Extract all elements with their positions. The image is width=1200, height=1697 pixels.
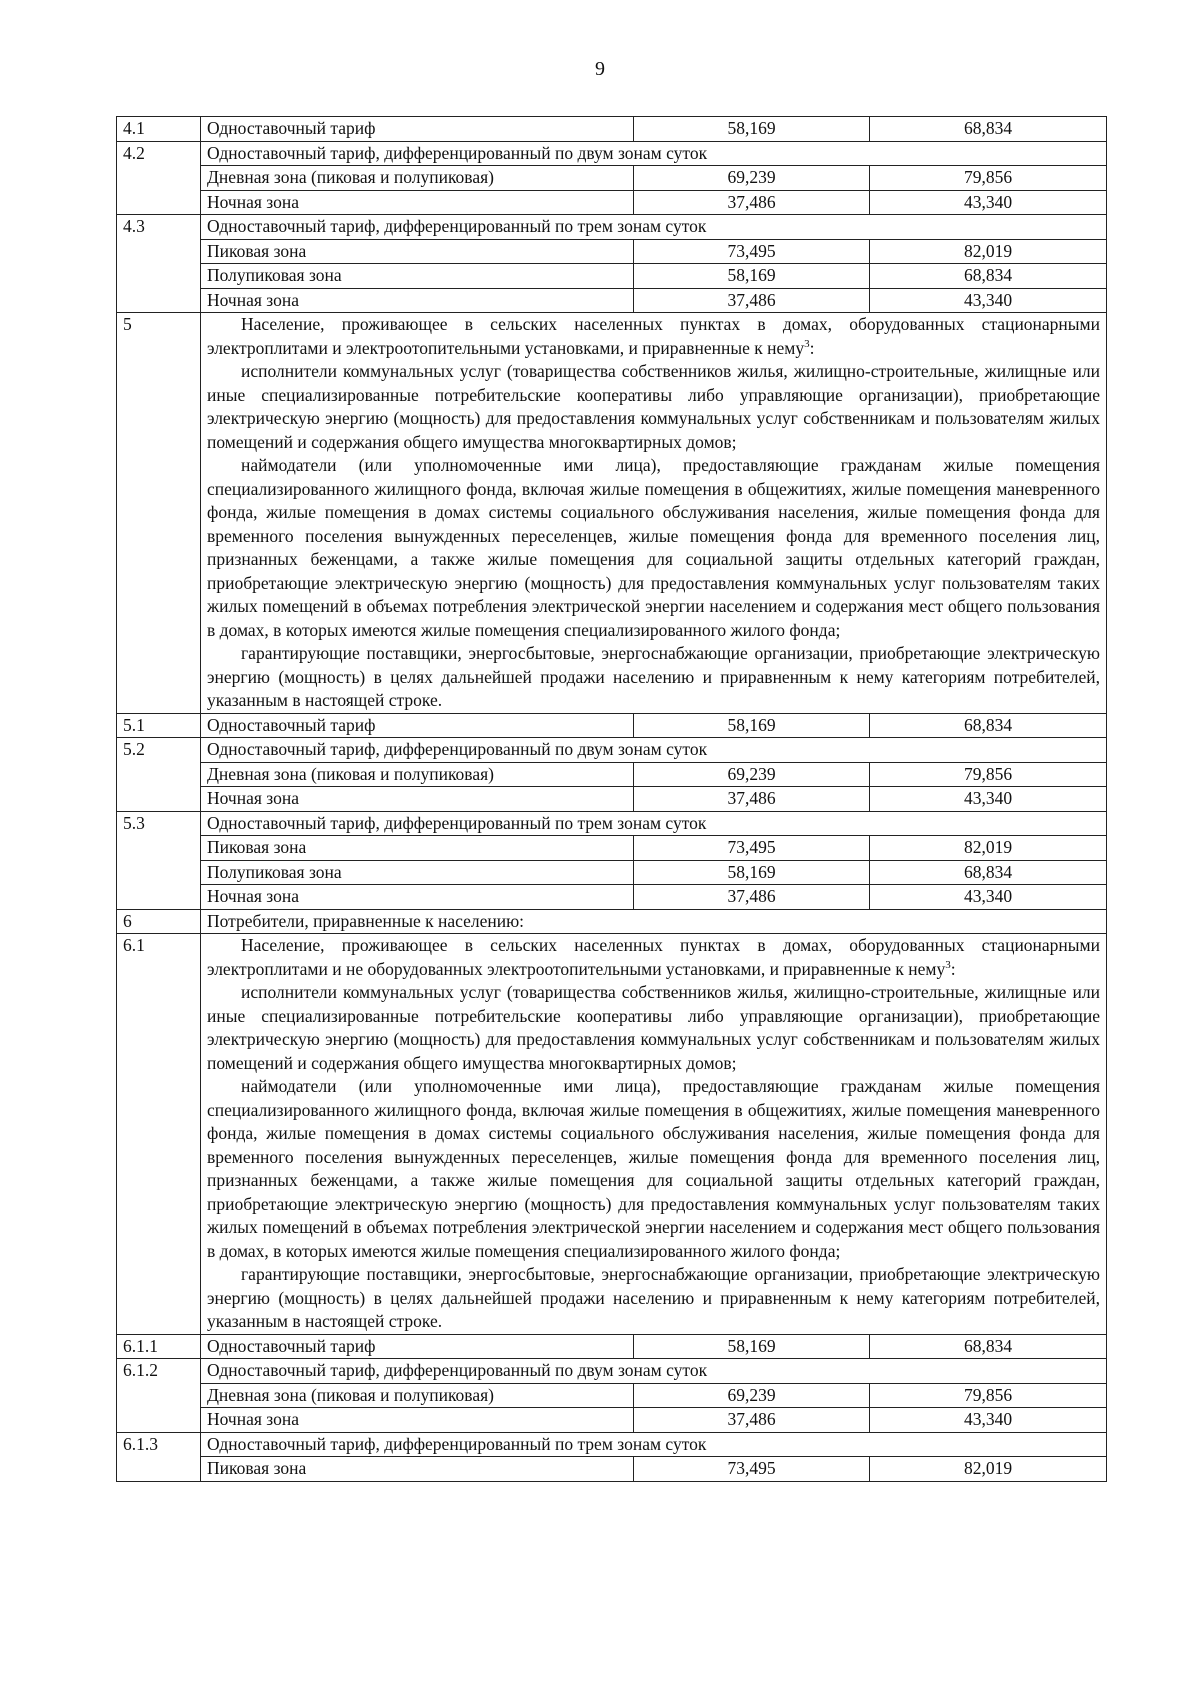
footnote-ref: 3 (804, 337, 810, 350)
value-col1: 37,486 (634, 885, 870, 910)
table-row (117, 762, 1107, 787)
table-row (117, 117, 1107, 142)
value-col1: 58,169 (634, 860, 870, 885)
value-col1: 73,495 (634, 836, 870, 861)
table-row (117, 313, 1107, 714)
footnote-ref: 3 (945, 958, 951, 971)
tariff-label: Дневная зона (пиковая и полупиковая) (201, 166, 634, 191)
value-col2: 68,834 (870, 860, 1107, 885)
row-number: 6.1.1 (117, 1334, 201, 1359)
tariff-label: Ночная зона (201, 885, 634, 910)
row-number: 4.1 (117, 117, 201, 142)
tariff-group-label: Одноставочный тариф, дифференцированный по трем зонам суток (201, 1432, 1107, 1457)
value-col1: 37,486 (634, 190, 870, 215)
row-number: 6.1.2 (117, 1359, 201, 1384)
table-row (117, 1383, 1107, 1408)
tariff-label: Дневная зона (пиковая и полупиковая) (201, 1383, 634, 1408)
tariff-label: Одноставочный тариф (201, 1334, 634, 1359)
paragraph: гарантирующие поставщики, энергосбытовые, энергоснабжающие организации, приобретающие электрическую энергию (мощность) в целях дальнейшей продажи населению и приравненным к нему категориям потребителей, указанным в настоящей строке. (207, 1264, 1100, 1331)
value-col1: 73,495 (634, 239, 870, 264)
row-number: 4.3 (117, 215, 201, 240)
category-intro: Население, проживающее в сельских населенных пунктах в домах, оборудованных стационарными электроплитами и не оборудованных электроотопительными установками, и приравненные к нему (207, 935, 1100, 979)
tariff-label: Дневная зона (пиковая и полупиковая) (201, 762, 634, 787)
table-row (117, 1359, 1107, 1384)
paragraph: гарантирующие поставщики, энергосбытовые, энергоснабжающие организации, приобретающие электрическую энергию (мощность) в целях дальнейшей продажи населению и приравненным к нему категориям потребителей, указанным в настоящей строке. (207, 643, 1100, 710)
tariff-label: Пиковая зона (201, 836, 634, 861)
category-heading: Потребители, приравненные к населению: (201, 909, 1107, 934)
value-col2: 79,856 (870, 762, 1107, 787)
table-row (117, 1408, 1107, 1433)
row-number: 6 (117, 909, 201, 934)
value-col1: 69,239 (634, 166, 870, 191)
value-col2: 79,856 (870, 1383, 1107, 1408)
row-number: 5.1 (117, 713, 201, 738)
table-row (117, 166, 1107, 191)
value-col2: 82,019 (870, 1457, 1107, 1482)
value-col2: 43,340 (870, 885, 1107, 910)
value-col2: 68,834 (870, 713, 1107, 738)
row-number: 6.1 (117, 934, 201, 1335)
tariff-group-label: Одноставочный тариф, дифференцированный по двум зонам суток (201, 141, 1107, 166)
value-col2: 68,834 (870, 264, 1107, 289)
tariff-label: Пиковая зона (201, 239, 634, 264)
table-row (117, 787, 1107, 812)
table-row (117, 738, 1107, 763)
paragraph: наймодатели (или уполномоченные ими лица), предоставляющие гражданам жилые помещения специализированного жилищного фонда, включая жилые помещения в общежитиях, жилые помещения маневренного фонда, жилые помещения в домах системы социального обслуживания населения, жилые помещения фонда для временного поселения вынужденных переселенцев, жилые помещения фонда для временного поселения лиц, признанных беженцами, а также жилые помещения для социальной защиты отдельных категорий граждан, приобретающие электрическую энергию (мощность) для предоставления коммунальных услуг пользователям таких жилых помещений в объемах потребления электрической энергии населением и содержания мест общего пользования в домах, в которых имеются жилые помещения специализированного жилого фонда; (207, 455, 1100, 640)
value-col2: 43,340 (870, 288, 1107, 313)
table-row (117, 713, 1107, 738)
table-row (117, 1334, 1107, 1359)
table-row (117, 934, 1107, 1335)
tariff-group-label: Одноставочный тариф, дифференцированный по двум зонам суток (201, 1359, 1107, 1384)
paragraph: исполнители коммунальных услуг (товарищества собственников жилья, жилищно-строительные, жилищные или иные специализированные потребительские кооперативы либо управляющие организации), приобретающие электрическую энергию (мощность) для предоставления коммунальных услуг собственникам и пользователям жилых помещений и содержания общего имущества многоквартирных домов; (207, 982, 1100, 1073)
row-number: 5.2 (117, 738, 201, 763)
table-row (117, 836, 1107, 861)
tariff-group-label: Одноставочный тариф, дифференцированный по трем зонам суток (201, 811, 1107, 836)
value-col2: 43,340 (870, 190, 1107, 215)
value-col1: 69,239 (634, 1383, 870, 1408)
category-description: Население, проживающее в сельских населенных пунктах в домах, оборудованных стационарными электроплитами и не оборудованных электроотопительными установками, и приравненные к нему$^3$: исполнители коммунальных услуг (товарищества собственников жилья, жилищно-строительные, жилищные или иные специализированные потребительские кооперативы либо управляющие организации), приобретающие электрическую энергию (мощность) для предоставления коммунальных услуг собственникам и пользователям жилых помещений и содержания общего имущества многоквартирных домов; наймодатели (или уполномоченные ими лица), предоставляющие гражданам жилые помещения специализированного жилищного фонда, включая жилые помещения в общежитиях, жилые помещения маневренного фонда, жилые помещения в домах системы социального обслуживания населения, жилые помещения фонда для временного поселения вынужденных переселенцев, жилые помещения фонда для временного поселения лиц, признанных беженцами, а также жилые помещения для социальной защиты отдельных категорий граждан, приобретающие электрическую энергию (мощность) для предоставления коммунальных услуг пользователям таких жилых помещений в объемах потребления электрической энергии населением и содержания мест общего пользования в домах, в которых имеются жилые помещения специализированного жилого фонда; гарантирующие поставщики, энергосбытовые, энергоснабжающие организации, приобретающие электрическую энергию (мощность) в целях дальнейшей продажи населению и приравненным к нему категориям потребителей, указанным в настоящей строке. (201, 934, 1107, 1335)
table-row (117, 860, 1107, 885)
table-row (117, 190, 1107, 215)
table-row (117, 1432, 1107, 1457)
tariff-label: Одноставочный тариф (201, 713, 634, 738)
table-row (117, 239, 1107, 264)
tariff-label: Ночная зона (201, 190, 634, 215)
value-col1: 58,169 (634, 1334, 870, 1359)
category-description: Население, проживающее в сельских населенных пунктах в домах, оборудованных стационарными электроплитами и электроотопительными установками, и приравненные к нему$^3$: исполнители коммунальных услуг (товарищества собственников жилья, жилищно-строительные, жилищные или иные специализированные потребительские кооперативы либо управляющие организации), приобретающие электрическую энергию (мощность) для предоставления коммунальных услуг собственникам и пользователям жилых помещений и содержания общего имущества многоквартирных домов; наймодатели (или уполномоченные ими лица), предоставляющие гражданам жилые помещения специализированного жилищного фонда, включая жилые помещения в общежитиях, жилые помещения маневренного фонда, жилые помещения в домах системы социального обслуживания населения, жилые помещения фонда для временного поселения вынужденных переселенцев, жилые помещения фонда для временного поселения лиц, признанных беженцами, а также жилые помещения для социальной защиты отдельных категорий граждан, приобретающие электрическую энергию (мощность) для предоставления коммунальных услуг пользователям таких жилых помещений в объемах потребления электрической энергии населением и содержания мест общего пользования в домах, в которых имеются жилые помещения специализированного жилого фонда; гарантирующие поставщики, энергосбытовые, энергоснабжающие организации, приобретающие электрическую энергию (мощность) в целях дальнейшей продажи населению и приравненным к нему категориям потребителей, указанным в настоящей строке. (201, 313, 1107, 714)
table-row (117, 215, 1107, 240)
value-col1: 58,169 (634, 264, 870, 289)
value-col1: 69,239 (634, 762, 870, 787)
table-row (117, 1457, 1107, 1482)
table-row (117, 141, 1107, 166)
value-col2: 82,019 (870, 239, 1107, 264)
paragraph: исполнители коммунальных услуг (товарищества собственников жилья, жилищно-строительные, жилищные или иные специализированные потребительские кооперативы либо управляющие организации), приобретающие электрическую энергию (мощность) для предоставления коммунальных услуг собственникам и пользователям жилых помещений и содержания общего имущества многоквартирных домов; (207, 361, 1100, 452)
value-col1: 58,169 (634, 117, 870, 142)
value-col2: 68,834 (870, 117, 1107, 142)
table-row (117, 909, 1107, 934)
value-col2: 43,340 (870, 787, 1107, 812)
table-row (117, 264, 1107, 289)
category-intro: Население, проживающее в сельских населенных пунктах в домах, оборудованных стационарными электроплитами и электроотопительными установками, и приравненные к нему (207, 314, 1100, 358)
value-col1: 37,486 (634, 787, 870, 812)
value-col2: 68,834 (870, 1334, 1107, 1359)
row-number: 5 (117, 313, 201, 714)
tariff-label: Полупиковая зона (201, 264, 634, 289)
row-number: 5.3 (117, 811, 201, 836)
tariff-group-label: Одноставочный тариф, дифференцированный по трем зонам суток (201, 215, 1107, 240)
table-row (117, 885, 1107, 910)
tariff-group-label: Одноставочный тариф, дифференцированный по двум зонам суток (201, 738, 1107, 763)
value-col1: 58,169 (634, 713, 870, 738)
tariff-label: Ночная зона (201, 288, 634, 313)
value-col1: 37,486 (634, 1408, 870, 1433)
tariff-label: Ночная зона (201, 1408, 634, 1433)
value-col2: 43,340 (870, 1408, 1107, 1433)
value-col2: 82,019 (870, 836, 1107, 861)
table-row (117, 288, 1107, 313)
tariff-label: Ночная зона (201, 787, 634, 812)
table-row (117, 811, 1107, 836)
tariff-label: Одноставочный тариф (201, 117, 634, 142)
value-col1: 37,486 (634, 288, 870, 313)
value-col1: 73,495 (634, 1457, 870, 1482)
tariff-label: Полупиковая зона (201, 860, 634, 885)
value-col2: 79,856 (870, 166, 1107, 191)
page-number: 9 (595, 58, 605, 80)
tariff-label: Пиковая зона (201, 1457, 634, 1482)
row-number: 4.2 (117, 141, 201, 166)
row-number: 6.1.3 (117, 1432, 201, 1457)
tariff-table (116, 116, 1107, 1482)
paragraph: наймодатели (или уполномоченные ими лица), предоставляющие гражданам жилые помещения специализированного жилищного фонда, включая жилые помещения в общежитиях, жилые помещения маневренного фонда, жилые помещения в домах системы социального обслуживания населения, жилые помещения фонда для временного поселения вынужденных переселенцев, жилые помещения фонда для временного поселения лиц, признанных беженцами, а также жилые помещения для социальной защиты отдельных категорий граждан, приобретающие электрическую энергию (мощность) для предоставления коммунальных услуг пользователям таких жилых помещений в объемах потребления электрической энергии населением и содержания мест общего пользования в домах, в которых имеются жилые помещения специализированного жилого фонда; (207, 1076, 1100, 1261)
